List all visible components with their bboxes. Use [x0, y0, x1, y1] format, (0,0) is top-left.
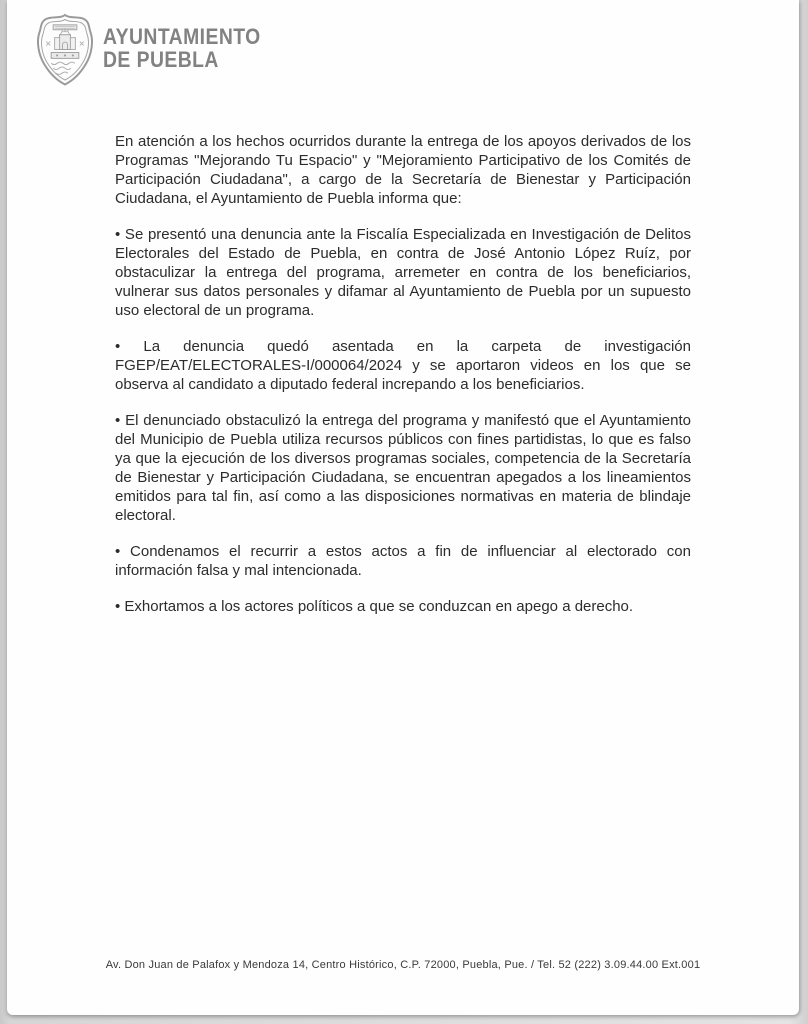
bullet-carpeta-investigacion: • La denuncia quedó asentada en la carpeta de investigación FGEP/EAT/ELECTORALES-I/000064/2024 y se aportaron videos en los que se observa al candidato a diputado federal increpando a los beneficiarios. — [115, 338, 691, 393]
puebla-coat-of-arms-icon — [33, 12, 97, 87]
statement-body — [115, 132, 691, 633]
bullet-denuncia-fiscalia: • Se presentó una denuncia ante la Fiscalía Especializada en Investigación de Delitos Electorales del Estado de Puebla, en contra de José Antonio López Ruíz, por obstaculizar la entrega del programa, arremeter en contra de los beneficiarios, vulnerar sus datos personales y difamar al Ayuntamiento de Puebla por un supuesto uso electoral de un programa. — [115, 226, 691, 319]
bullet-denunciado-obstaculizo: • El denunciado obstaculizó la entrega del programa y manifestó que el Ayuntamiento del Municipio de Puebla utiliza recursos públicos con fines partidistas, lo que es falso ya que la ejecución de los diversos programas sociales, competencia de la Secretaría de Bienestar y Participación Ciudadana, se encuentran apegados a los lineamientos emitidos para tal fin, así como a las disposiciones normativas en materia de blindaje electoral. — [115, 412, 691, 524]
bullet-condena-actos: • Condenamos el recurrir a estos actos a fin de influenciar al electorado con información falsa y mal intencionada. — [115, 543, 691, 579]
document-page — [7, 0, 799, 1015]
intro-paragraph: En atención a los hechos ocurridos durante la entrega de los apoyos derivados de los Programas "Mejorando Tu Espacio" y "Mejoramiento Participativo de los Comités de Participación Ciudadana", a cargo de la Secretaría de Bienestar y Participación Ciudadana, el Ayuntamiento de Puebla informa que: — [115, 133, 691, 207]
footer-address: Av. Don Juan de Palafox y Mendoza 14, Centro Histórico, C.P. 72000, Puebla, Pue. / Tel. 52 (222) 3.09.44.00 Ext.001 — [105, 959, 701, 971]
org-name-line1: AYUNTAMIENTO — [103, 24, 261, 49]
org-name — [103, 25, 261, 71]
letterhead — [33, 12, 282, 87]
org-name-line2: DE PUEBLA — [103, 47, 219, 72]
bullet-exhorto-actores: • Exhortamos a los actores políticos a que se conduzcan en apego a derecho. — [115, 598, 634, 615]
